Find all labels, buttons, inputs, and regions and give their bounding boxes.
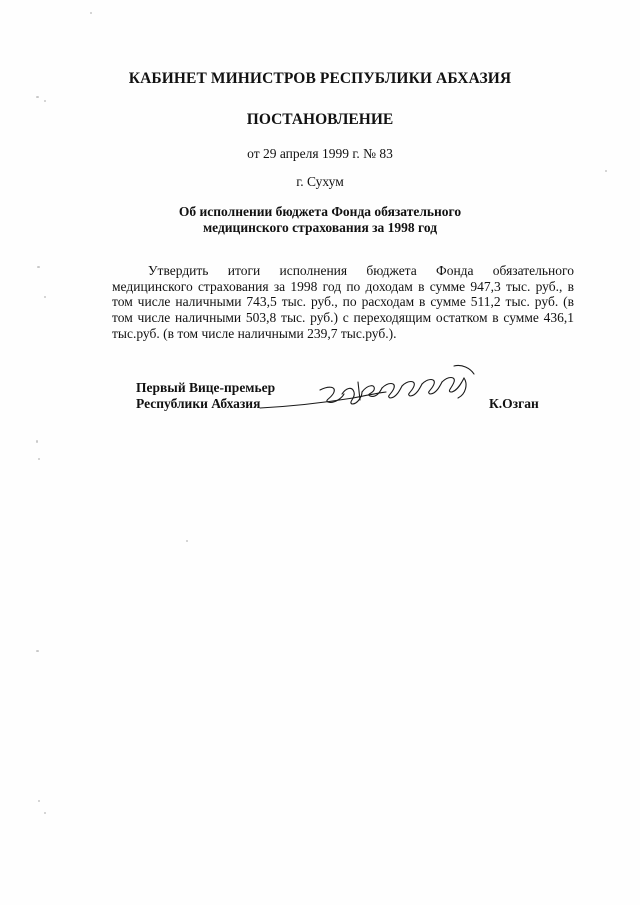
handwritten-signature xyxy=(258,360,488,420)
position-line-2: Республики Абхазия xyxy=(136,396,261,411)
document-city: г. Сухум xyxy=(296,174,344,189)
signatory-position xyxy=(136,380,275,412)
organization-title: КАБИНЕТ МИНИСТРОВ РЕСПУБЛИКИ АБХАЗИЯ xyxy=(128,70,512,87)
scan-speck xyxy=(44,100,46,102)
scan-speck xyxy=(36,650,39,652)
scan-speck xyxy=(186,540,188,542)
scan-speck xyxy=(44,296,46,298)
document-type: ПОСТАНОВЛЕНИЕ xyxy=(246,111,394,128)
scan-speck xyxy=(38,800,40,802)
scan-speck xyxy=(44,812,46,814)
document-subject xyxy=(0,204,640,236)
scan-speck xyxy=(90,12,92,14)
subject-line-1: Об исполнении бюджета Фонда обязательного xyxy=(178,204,462,219)
document-date-number: от 29 апреля 1999 г. № 83 xyxy=(247,146,393,161)
scan-speck xyxy=(605,170,607,172)
position-line-1: Первый Вице-премьер xyxy=(136,380,276,395)
scan-speck xyxy=(36,440,38,443)
subject-line-2: медицинского страхования за 1998 год xyxy=(202,220,438,235)
scan-speck xyxy=(38,458,40,460)
scan-speck xyxy=(36,96,39,98)
body-paragraph: Утвердить итоги исполнения бюджета Фонда обязательного медицинского страхования за 1998 год по доходам в сумме 947,3 тыс. руб., в том числе наличными 743,5 тыс. руб., по расходам в сумме 511,2 тыс. руб. (в том числе наличными 503,8 тыс. руб.) с переходящим остатком в сумме 436,1 тыс.руб. (в том числе наличными 239,7 тыс.руб.). xyxy=(112,263,574,341)
signatory-name: К.Озган xyxy=(489,396,539,411)
scan-speck xyxy=(37,266,40,268)
